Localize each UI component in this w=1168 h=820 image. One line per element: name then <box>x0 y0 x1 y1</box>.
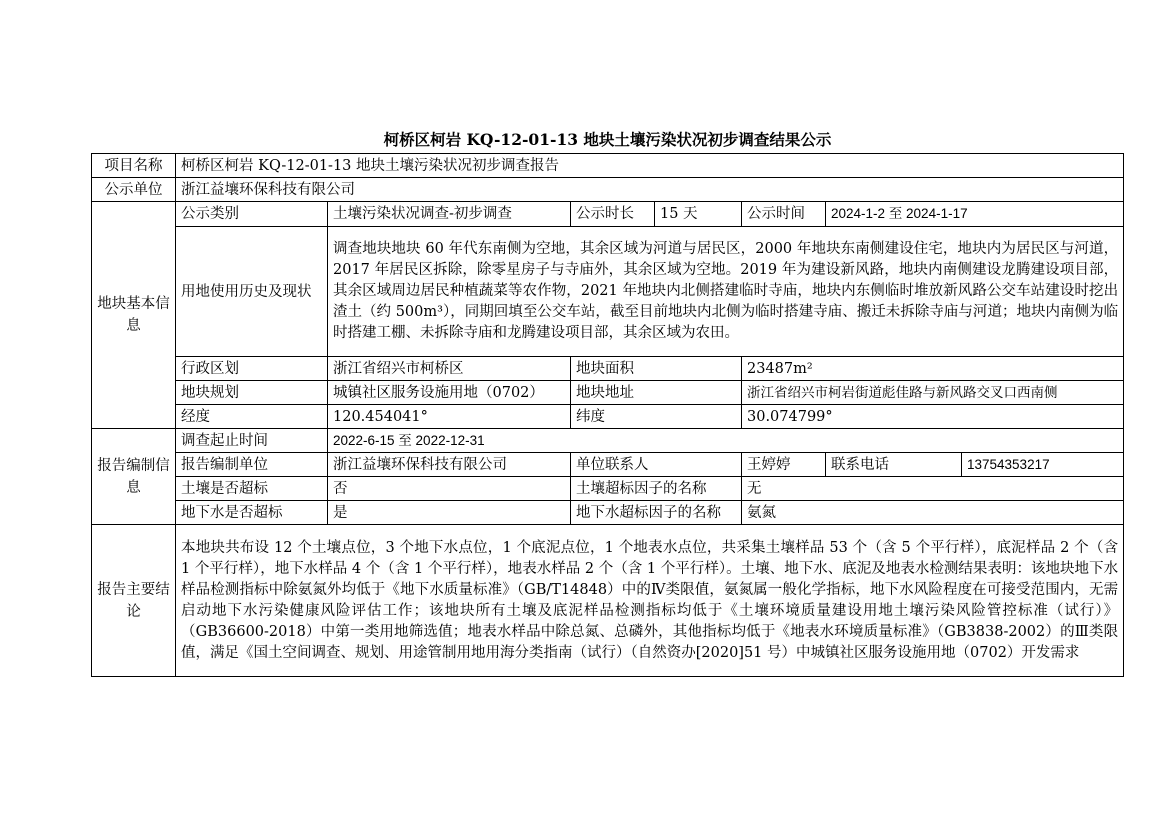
admin-label: 行政区划 <box>176 357 328 381</box>
soil-factor-value: 无 <box>742 477 1124 501</box>
phone-label: 联系电话 <box>826 453 962 477</box>
plan-value: 城镇社区服务设施用地（0702） <box>328 381 571 405</box>
history-label: 用地使用历史及现状 <box>176 227 328 357</box>
water-factor-label: 地下水超标因子的名称 <box>571 501 742 525</box>
water-exceed-label: 地下水是否超标 <box>176 501 328 525</box>
contact-label: 单位联系人 <box>571 453 742 477</box>
pub-type-label: 公示类别 <box>176 202 328 227</box>
contact-value: 王婷婷 <box>742 453 826 477</box>
duration-value: 15 天 <box>655 202 742 227</box>
unit-label: 报告编制单位 <box>176 453 328 477</box>
duration-label: 公示时长 <box>571 202 655 227</box>
address-label: 地块地址 <box>571 381 742 405</box>
conclusion-section-label: 报告主要结论 <box>92 525 176 677</box>
page-title: 柯桥区柯岩 KQ-12-01-13 地块土壤污染状况初步调查结果公示 <box>383 130 832 149</box>
latitude-value: 30.074799° <box>742 405 1124 429</box>
address-value: 浙江省绍兴市柯岩街道彪佳路与新风路交叉口西南侧 <box>742 381 1124 405</box>
pub-time-value: 2024-1-2 至 2024-1-17 <box>826 202 1124 227</box>
area-value: 23487m² <box>742 357 1124 381</box>
unit-value: 浙江益壤环保科技有限公司 <box>328 453 571 477</box>
phone-value: 13754353217 <box>962 453 1124 477</box>
area-label: 地块面积 <box>571 357 742 381</box>
conclusion-text: 本地块共布设 12 个土壤点位，3 个地下水点位，1 个底泥点位，1 个地表水点位，共采集土壤样品 53 个（含 5 个平行样），底泥样品 2 个（含 1 个平行样），地下水样品 4 个（含 1 个平行样），地表水样品 2 个（含 1 个平行样）。土壤、地下水、底泥及地表水检测结果表明：该地块地下水样品检测指标中除氨氮外均低于《地下水质量标准》（GB/T14848）中的Ⅳ类限值，氨氮属一般化学指标，地下水风险程度在可接受范围内，无需启动地下水污染健康风险评估工作；该地块所有土壤及底泥样品检测指标均低于《土壤环境质量建设用地土壤污染风险管控标准（试行）》（GB36600-2018）中第一类用地筛选值；地表水样品中除总氮、总磷外，其他指标均低于《地表水环境质量标准》（GB3838-2002）的Ⅲ类限值，满足《国土空间调查、规划、用途管制用地用海分类指南（试行）（自然资办[2020]51 号）中城镇社区服务设施用地（0702）开发需求 <box>176 525 1124 677</box>
longitude-value: 120.454041° <box>328 405 571 429</box>
water-factor-value: 氨氮 <box>742 501 1124 525</box>
pub-type-value: 土壤污染状况调查-初步调查 <box>328 202 571 227</box>
publisher-value: 浙江益壤环保科技有限公司 <box>176 178 1124 202</box>
latitude-label: 纬度 <box>571 405 742 429</box>
soil-factor-label: 土壤超标因子的名称 <box>571 477 742 501</box>
pub-time-label: 公示时间 <box>742 202 826 227</box>
history-value: 调查地块地块 60 年代东南侧为空地，其余区域为河道与居民区，2000 年地块东南侧建设住宅，地块内为居民区与河道，2017 年居民区拆除，除零星房子与寺庙外，其余区域为空地。2019 年为建设新风路，地块内南侧建设龙腾建设项目部，其余区域周边居民种植蔬菜等农作物，2021 年地块内北侧搭建临时寺庙，地块内东侧临时堆放新风路公交车站建设时挖出渣土（约 500m³），同期回填至公交车站，截至目前地块内北侧为临时搭建寺庙、搬迁未拆除寺庙与河道；地块内南侧为临时搭建工棚、未拆除寺庙和龙腾建设项目部，其余区域为农田。 <box>328 227 1124 357</box>
water-exceed-value: 是 <box>328 501 571 525</box>
soil-exceed-value: 否 <box>328 477 571 501</box>
period-value: 2022-6-15 至 2022-12-31 <box>328 429 1124 453</box>
plan-label: 地块规划 <box>176 381 328 405</box>
longitude-label: 经度 <box>176 405 328 429</box>
project-name-label: 项目名称 <box>92 154 176 178</box>
period-label: 调查起止时间 <box>176 429 328 453</box>
project-name-value: 柯桥区柯岩 KQ-12-01-13 地块土壤污染状况初步调查报告 <box>176 154 1124 178</box>
admin-value: 浙江省绍兴市柯桥区 <box>328 357 571 381</box>
publisher-label: 公示单位 <box>92 178 176 202</box>
report-info-section-label: 报告编制信息 <box>92 429 176 525</box>
basic-info-section-label: 地块基本信息 <box>92 202 176 429</box>
disclosure-table <box>91 153 1124 677</box>
soil-exceed-label: 土壤是否超标 <box>176 477 328 501</box>
